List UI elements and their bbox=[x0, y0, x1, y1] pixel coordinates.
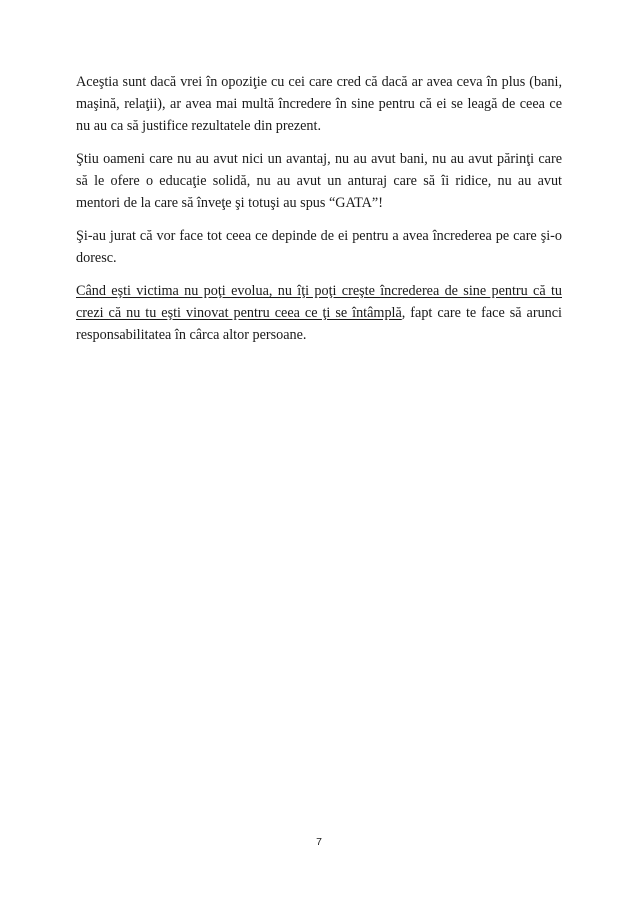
paragraph-4-rest: , fapt care te face să arunci responsabilitatea în cârca altor persoane. bbox=[76, 305, 562, 343]
paragraph-2: Ştiu oameni care nu au avut nici un avantaj, nu au avut bani, nu au avut părinţi care să le ofere o educaţie solidă, nu au avut un anturaj care să îi ridice, nu au avut mentori de la care să înveţe şi totuşi au spus “GATA”! bbox=[76, 151, 562, 211]
paragraph-4 bbox=[76, 280, 562, 346]
underlined-statement: Când eşti victima nu poţi evolua, nu îţi poţi creşte încrederea de sine pentru că tu crezi că nu tu eşti vinovat pentru ceea ce ţi se întâmplă bbox=[76, 283, 562, 321]
paragraph-1: Aceştia sunt dacă vrei în opoziţie cu cei care cred că dacă ar avea ceva în plus (bani, maşină, relaţii), ar avea mai multă încredere în sine pentru că ei se leagă de ceea ce nu au ca să justifice rezultatele din prezent. bbox=[76, 74, 562, 134]
page-number: 7 bbox=[316, 836, 322, 848]
paragraph-3: Şi-au jurat că vor face tot ceea ce depinde de ei pentru a avea încrederea pe care şi-o doresc. bbox=[76, 228, 562, 266]
body-text bbox=[76, 71, 562, 357]
